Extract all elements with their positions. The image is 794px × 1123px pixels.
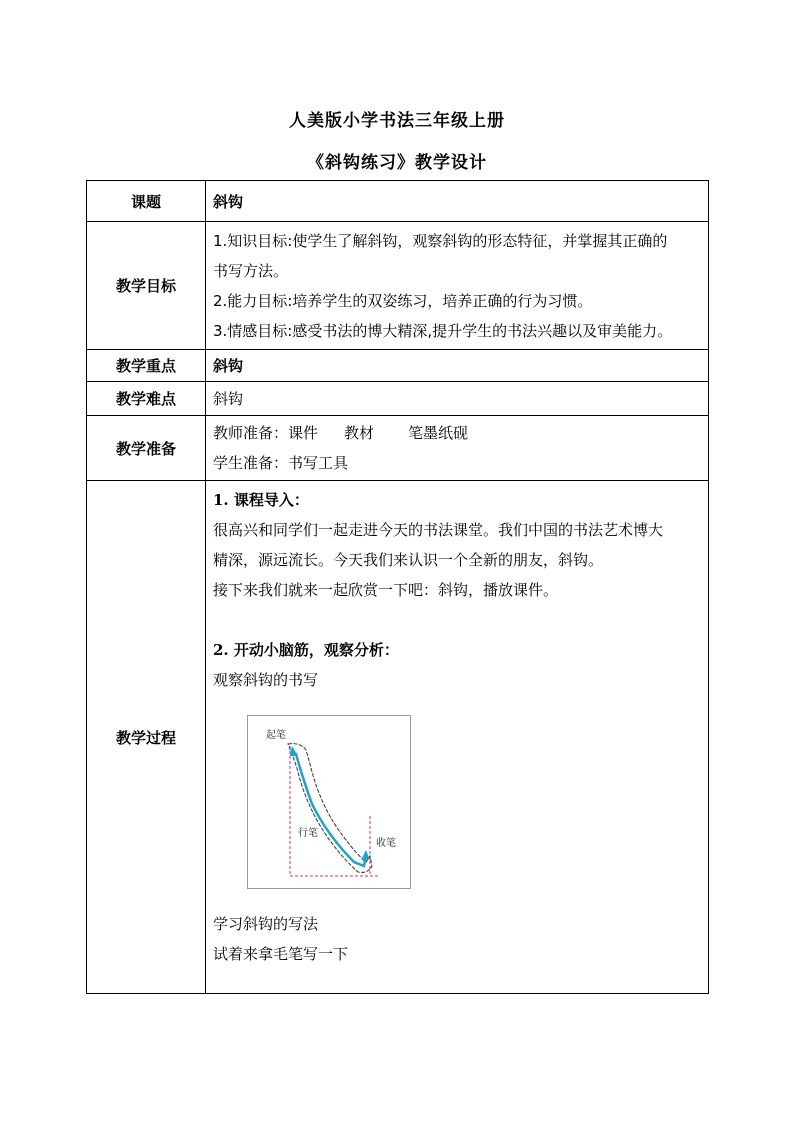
process-content xyxy=(206,481,709,994)
section1-line-3: 接下来我们就来一起欣赏一下吧：斜钩，播放课件。 xyxy=(213,581,559,599)
table-row-key-point xyxy=(87,350,709,382)
preparation-content xyxy=(206,416,709,481)
teacher-preparation xyxy=(213,418,701,448)
goals-content xyxy=(206,222,709,350)
closing-line-2: 试着来拿毛笔写一下 xyxy=(213,945,349,963)
table-row-topic xyxy=(87,181,709,222)
slant-hook-diagram xyxy=(248,716,410,888)
document-title: 人美版小学书法三年级上册 xyxy=(289,111,505,131)
student-preparation: 学生准备：书写工具 xyxy=(213,454,349,472)
row-label-key-point: 教学重点 xyxy=(87,350,206,382)
difficulty-value: 斜钩 xyxy=(206,382,709,416)
goal-line-2: 书写方法。 xyxy=(213,261,289,280)
table-row-goals xyxy=(87,222,709,350)
key-point-value: 斜钩 xyxy=(206,350,709,382)
teacher-prep-courseware: 教师准备：课件 xyxy=(213,424,319,442)
table-row-preparation xyxy=(87,416,709,481)
section1-line-2: 精深，源远流长。今天我们来认识一个全新的朋友，斜钩。 xyxy=(213,551,604,569)
section1-heading: 1. 课程导入： xyxy=(213,491,309,509)
row-label-topic: 课题 xyxy=(87,181,206,222)
row-label-process: 教学过程 xyxy=(87,481,206,994)
label-move-stroke: 行笔 xyxy=(298,828,318,839)
section1-line-1: 很高兴和同学们一起走进今天的书法课堂。我们中国的书法艺术博大 xyxy=(213,521,664,539)
document-subtitle: 《斜钩练习》教学设计 xyxy=(307,153,487,173)
row-label-goals: 教学目标 xyxy=(87,222,206,350)
slant-hook-stroke-figure xyxy=(247,715,411,889)
teacher-prep-textbook: 教材 xyxy=(344,424,375,442)
row-label-difficulty: 教学难点 xyxy=(87,382,206,416)
teacher-prep-brush-ink: 笔墨纸砚 xyxy=(408,424,469,442)
goal-line-4: 3.情感目标:感受书法的博大精深,提升学生的书法兴趣以及审美能力。 xyxy=(213,321,673,340)
label-start-stroke: 起笔 xyxy=(266,730,286,741)
goal-line-1: 1.知识目标:使学生了解斜钩，观察斜钩的形态特征，并掌握其正确的 xyxy=(213,231,668,250)
label-end-stroke: 收笔 xyxy=(376,838,396,849)
table-row-difficulty xyxy=(87,382,709,416)
row-label-preparation: 教学准备 xyxy=(87,416,206,481)
section2-heading: 2. 开动小脑筋，观察分析： xyxy=(213,641,399,659)
lesson-plan-table xyxy=(86,180,709,994)
table-row-process xyxy=(87,481,709,994)
section2-intro: 观察斜钩的书写 xyxy=(213,671,319,689)
topic-value: 斜钩 xyxy=(206,181,709,222)
closing-line-1: 学习斜钩的写法 xyxy=(213,915,319,933)
goal-line-3: 2.能力目标:培养学生的双姿练习，培养正确的行为习惯。 xyxy=(213,291,593,310)
